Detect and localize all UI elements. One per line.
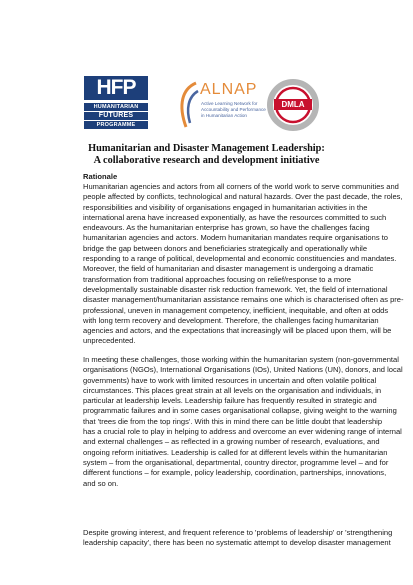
dmla-logo-name: DMLA [274,99,312,110]
paragraph-line: agencies and actors, and the expectations that increasingly will be placed upon them, will be [83,326,392,336]
paragraph-line: Moreover, the field of humanitarian and disaster management is undergoing a dramatic [83,264,374,274]
hfp-logo [84,76,148,134]
logo-strip [0,76,413,138]
paragraph-line: professional, uneven in management competency, inefficient, inequitable, and often at odds [83,305,389,315]
paragraph-line: governments) have to work with limited resources in uncertain and often volatile political [83,375,377,385]
document-title-line1: Humanitarian and Disaster Management Leadership: [88,143,325,154]
paragraph-line: system – from the organisational, departmental, country director, programme level – and for [83,457,389,467]
paragraph-line: with long term recovery and development. Therefore, the challenges facing humanitarian [83,315,379,325]
paragraph-line: endeavours. As the humanitarian enterprise has grown, so have the challenges facing [83,223,370,233]
paragraph-line: organisations (NGOs), International Organisations (IOs), United Nations (UN), donors, and local [83,365,403,375]
paragraph-line: circumstances. This places great strain at all levels on the organisation and individuals, in [83,385,382,395]
alnap-logo-name: ALNAP [200,81,258,98]
alnap-tagline-line: Accountability and Performance [201,107,266,112]
hfp-logo-line2: FUTURES [84,112,148,120]
paragraph-line: responding to a range of political, developmental and economic constituencies and mandates. [83,254,397,264]
paragraph-line: Humanitarian agencies and actors from all corners of the world work to serve communities and [83,182,399,191]
hfp-logo-line3: PROGRAMME [84,121,148,129]
dmla-logo [264,79,322,131]
paragraph-line: humanitarian agencies and actors. Modern humanitarian mandates require organisations to [83,233,388,243]
paragraph-line: and so on. [83,478,119,488]
paragraph [83,182,404,347]
paragraph-line: unprecedented. [83,336,136,346]
paragraph-line: responsibilities and visibility of organisations engaged in humanitarian activities in the [83,202,368,212]
alnap-logo [176,79,266,134]
paragraph-line: In meeting these challenges, those working within the humanitarian system (non-governmental [83,355,399,364]
paragraph-line: disaster management/humanitarian assistance remains one which is characterised often as pre- [83,295,404,305]
hfp-logo-mark: HFP [84,76,148,100]
paragraph-line: leadership capacity', there has been no systematic attempt to develop disaster management [83,538,391,548]
paragraph [83,355,403,489]
paragraph-line: and external challenges – as reflected in a growing number of research, evaluations, and [83,437,380,447]
paragraph-line: ongoing reform initiatives. Leadership is called for at different levels within the humanitarian [83,447,388,457]
alnap-emblem-icon [176,79,200,131]
paragraph-line: that 'trees die from the top rings'. With this in mind there can be little doubt that leadership [83,416,383,426]
paragraph-line: Despite growing interest, and frequent reference to 'problems of leadership' or 'strengthening [83,528,393,537]
paragraph-line: bridge the gap between donors and beneficiaries strategically and operationally while [83,243,368,253]
paragraph-line: international arena have increased exponentially, as have the resources committed to such [83,212,387,222]
paragraph-line: people affected by conflicts, technological and natural hazards. Over the past decade, the roles, [83,192,403,202]
paragraph-line: has a crucial role to play in helping to address and overcome an ever widening range of internal [83,427,402,437]
paragraph-line: transformation from traditional approaches focusing on relief/response to a more [83,274,352,284]
alnap-tagline-line: Active Learning Network for [201,101,258,106]
document-title-line2: A collaborative research and development initiative [93,155,320,166]
hfp-logo-line1: HUMANITARIAN [84,103,148,111]
section-heading-rationale: Rationale [83,172,118,181]
paragraph-line: different functions – for example, policy leadership, coordination, partnerships, innovations, [83,468,387,478]
alnap-logo-tagline [201,101,267,119]
alnap-tagline-line: in Humanitarian Action [201,113,247,118]
paragraph-line: developmentally sustainable disaster risk reduction framework. Yet, the field of international [83,284,388,294]
paragraph [83,528,393,549]
paragraph-line: particular at leadership levels. Leadership failure has frequently resulted in strategic and [83,396,377,406]
paragraph-line: programmatic failures and in some cases organisational collapse, giving weight to the warning [83,406,397,416]
